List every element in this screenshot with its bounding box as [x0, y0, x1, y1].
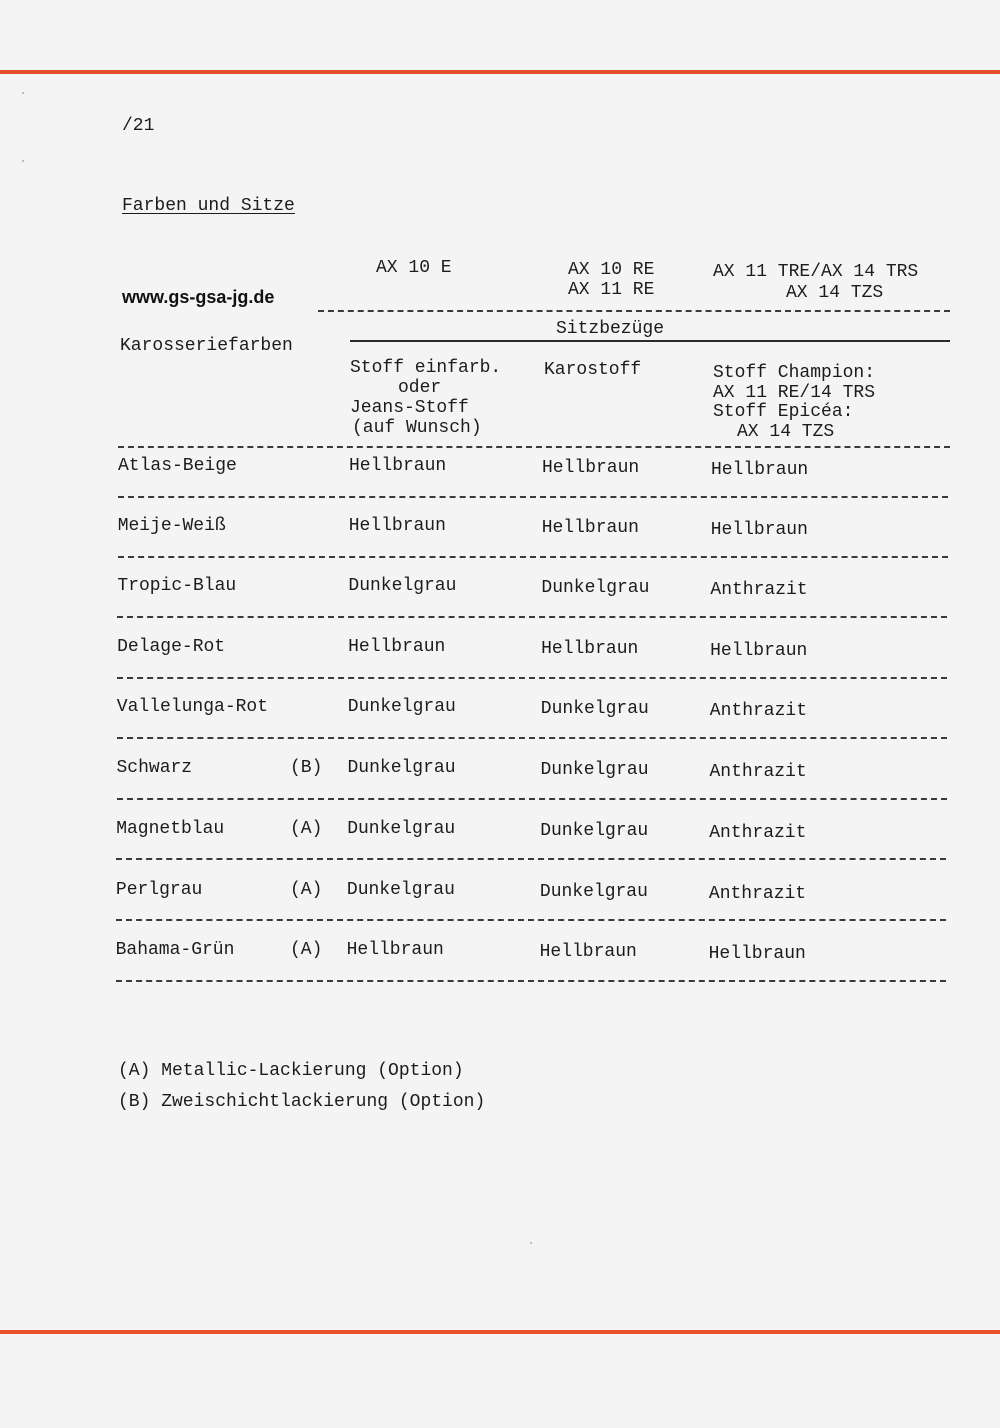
row-color-note: (A) — [290, 880, 323, 900]
row-divider — [116, 858, 946, 860]
row-divider — [116, 980, 946, 982]
col3-fabric-line4: AX 14 TZS — [737, 422, 835, 442]
watermark-url: www.gs-gsa-jg.de — [122, 287, 275, 307]
cell-col3: Hellbraun — [710, 520, 808, 540]
row-divider — [118, 496, 948, 498]
cell-col2: Dunkelgrau — [540, 760, 649, 780]
row-divider — [117, 677, 947, 679]
cell-col2: Dunkelgrau — [541, 578, 650, 598]
col1-fabric-line2: oder — [398, 378, 442, 398]
row-color-name: Delage-Rot — [117, 637, 226, 657]
paper-speck — [530, 1242, 532, 1244]
paper-speck — [22, 160, 24, 162]
cell-col2: Hellbraun — [542, 458, 640, 478]
cell-col1: Hellbraun — [346, 940, 444, 960]
footnote-a: (A) Metallic-Lackierung (Option) — [118, 1061, 464, 1081]
row-color-name: Tropic-Blau — [117, 576, 237, 596]
cell-col1: Dunkelgrau — [347, 758, 456, 778]
cell-col3: Hellbraun — [708, 944, 806, 964]
row-divider — [117, 798, 947, 800]
row-divider — [117, 737, 947, 739]
cell-col3: Anthrazit — [709, 762, 807, 782]
row-color-name: Meije-Weiß — [117, 516, 226, 536]
cell-col1: Hellbraun — [348, 637, 446, 657]
cell-col3: Anthrazit — [709, 823, 807, 843]
cell-col1: Dunkelgrau — [347, 697, 456, 717]
row-divider — [116, 919, 946, 921]
top-red-rule — [0, 70, 1000, 74]
group-header-underline — [350, 340, 950, 342]
cell-col2: Hellbraun — [541, 518, 639, 538]
row-color-note: (A) — [290, 940, 323, 960]
row-header-body-colors: Karosseriefarben — [120, 336, 293, 356]
cell-col1: Hellbraun — [348, 516, 446, 536]
footnote-b: (B) Zweischichtlackierung (Option) — [118, 1092, 486, 1112]
row-color-name: Atlas-Beige — [118, 456, 237, 476]
cell-col3: Hellbraun — [711, 460, 809, 480]
col3-fabric-line1: Stoff Champion: — [713, 363, 876, 383]
cell-col3: Anthrazit — [708, 884, 807, 904]
paper-speck — [22, 92, 24, 94]
cell-col2: Hellbraun — [539, 942, 637, 962]
col2-fabric: Karostoff — [544, 360, 642, 380]
cell-col3: Anthrazit — [710, 580, 808, 600]
row-color-note: (B) — [290, 758, 323, 778]
cell-col2: Dunkelgrau — [540, 821, 649, 841]
row-color-name: Magnetblau — [116, 819, 225, 839]
table-header-dashed-rule — [118, 446, 950, 448]
col2-model-header-line2: AX 11 RE — [568, 280, 655, 300]
header-dashed-rule — [318, 310, 950, 312]
cell-col2: Dunkelgrau — [539, 882, 648, 902]
col2-model-header-line1: AX 10 RE — [568, 260, 655, 280]
cell-col1: Dunkelgrau — [347, 819, 456, 839]
page-number: /21 — [122, 116, 155, 136]
cell-col3: Anthrazit — [709, 701, 808, 721]
row-color-name: Vallelunga-Rot — [116, 697, 269, 717]
col1-fabric-line4: (auf Wunsch) — [352, 418, 482, 438]
cell-col1: Dunkelgrau — [348, 576, 457, 596]
col3-model-header-line1: AX 11 TRE/AX 14 TRS — [713, 262, 919, 282]
row-color-name: Perlgrau — [115, 880, 203, 900]
cell-col3: Hellbraun — [710, 641, 808, 661]
row-color-note: (A) — [290, 819, 323, 839]
col3-model-header-line2: AX 14 TZS — [786, 283, 884, 303]
cell-col2: Dunkelgrau — [540, 699, 649, 719]
col1-fabric-line3: Jeans-Stoff — [350, 398, 469, 418]
row-divider — [117, 616, 947, 618]
cell-col1: Hellbraun — [349, 456, 447, 476]
col3-fabric-line3: Stoff Epicéa: — [713, 402, 854, 422]
group-header-seat-covers: Sitzbezüge — [556, 319, 665, 339]
col3-fabric-line2: AX 11 RE/14 TRS — [713, 383, 876, 403]
row-divider — [118, 556, 948, 558]
page-title: Farben und Sitze — [122, 196, 295, 216]
bottom-red-rule — [0, 1330, 1000, 1334]
row-color-name: Schwarz — [116, 758, 193, 778]
cell-col2: Hellbraun — [541, 639, 639, 659]
col1-model-header: AX 10 E — [376, 258, 452, 278]
cell-col1: Dunkelgrau — [346, 880, 455, 900]
row-color-name: Bahama-Grün — [115, 940, 235, 960]
col1-fabric-line1: Stoff einfarb. — [350, 358, 502, 378]
